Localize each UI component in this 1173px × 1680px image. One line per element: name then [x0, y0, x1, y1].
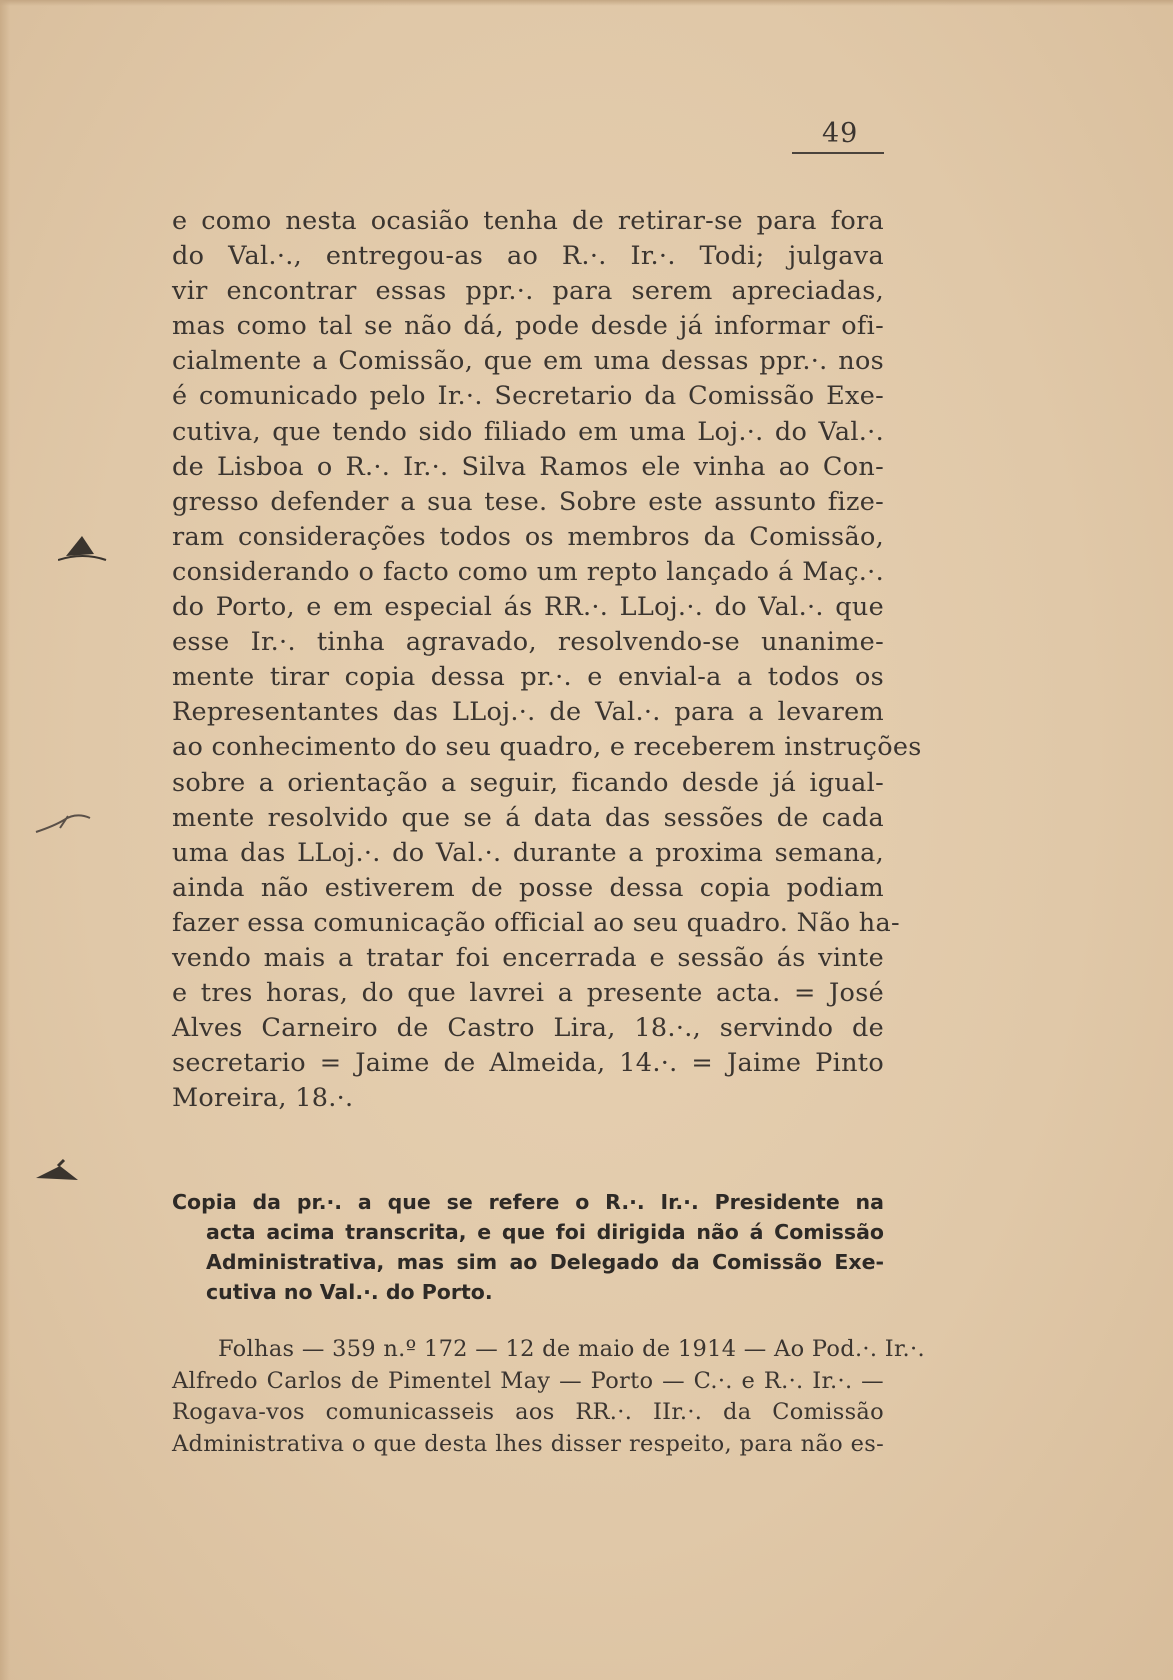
- page-top-shadow: [0, 0, 1173, 6]
- body-line: ao conhecimento do seu quadro, e receberem instruções: [172, 732, 922, 763]
- body-line: ainda não estiverem de posse dessa copia podiam: [172, 872, 884, 903]
- body-line: ram considerações todos os membros da Comissão,: [172, 521, 884, 552]
- body-line: e como nesta ocasião tenha de retirar-se para fora: [172, 206, 884, 236]
- heading-line: cutiva no Val.·. do Porto.: [206, 1280, 493, 1304]
- body-line: e tres horas, do que lavrei a presente acta. = José: [172, 978, 884, 1009]
- body-line: cialmente a Comissão, que em uma dessas ppr.·. nos: [172, 346, 884, 377]
- body-line: considerando o facto como um repto lançado á Maç.·.: [172, 556, 884, 587]
- body-line: Alves Carneiro de Castro Lira, 18.·., servindo de: [172, 1013, 884, 1044]
- letter-paragraph: [172, 1334, 925, 1460]
- body-line: vir encontrar essas ppr.·. para serem apreciadas,: [172, 276, 884, 307]
- body-line: é comunicado pelo Ir.·. Secretario da Comissão Exe-: [172, 381, 884, 412]
- body-line: do Val.·., entregou-as ao R.·. Ir.·. Todi; julgava: [172, 241, 884, 272]
- heading-line: Administrativa, mas sim ao Delegado da Comissão Exe-: [206, 1250, 884, 1274]
- body-line: cutiva, que tendo sido filiado em uma Loj.·. do Val.·.: [172, 416, 884, 447]
- body-line: mas como tal se não dá, pode desde já informar ofi-: [172, 311, 884, 342]
- body-line: secretario = Jaime de Almeida, 14.·. = Jaime Pinto: [172, 1048, 884, 1079]
- stain-mark-icon: [34, 808, 94, 838]
- body-line: esse Ir.·. tinha agravado, resolvendo-se unanime-: [172, 627, 884, 658]
- heading-line: acta acima transcrita, e que foi dirigida não á Comissão: [206, 1220, 884, 1244]
- body-line: de Lisboa o R.·. Ir.·. Silva Ramos ele vinha ao Con-: [172, 451, 884, 482]
- body-line: Moreira, 18.·.: [172, 1083, 354, 1114]
- page-edge-shadow: [0, 0, 10, 1680]
- body-line: gresso defender a sua tese. Sobre este assunto fize-: [172, 486, 884, 517]
- body-line: vendo mais a tratar foi encerrada e sessão ás vinte: [172, 942, 884, 973]
- letter-line: Rogava-vos comunicasseis aos RR.·. IIr.·. da Comissão: [172, 1399, 884, 1425]
- letter-line: Folhas — 359 n.º 172 — 12 de maio de 1914 — Ao Pod.·. Ir.·.: [218, 1336, 925, 1362]
- body-line: mente resolvido que se á data das sessões de cada: [172, 802, 884, 833]
- letter-line: Administrativa o que desta lhes disser respeito, para não es-: [172, 1430, 884, 1457]
- body-line: Representantes das LLoj.·. de Val.·. para a levarem: [172, 697, 884, 728]
- section-heading: [172, 1187, 884, 1307]
- binding-hole-mark-icon: [58, 530, 108, 564]
- binding-hole-mark-icon: [34, 1158, 90, 1186]
- heading-line: Copia da pr.·. a que se refere o R.·. Ir.·. Presidente na: [172, 1190, 884, 1214]
- body-line: sobre a orientação a seguir, ficando desde já igual-: [172, 767, 884, 798]
- page-number-rule: [792, 152, 884, 154]
- body-line: uma das LLoj.·. do Val.·. durante a proxima semana,: [172, 837, 884, 868]
- body-line: fazer essa comunicação official ao seu quadro. Não ha-: [172, 907, 900, 938]
- body-line: mente tirar copia dessa pr.·. e envial-a a todos os: [172, 662, 884, 693]
- page-number: 49: [822, 118, 859, 149]
- letter-line: Alfredo Carlos de Pimentel May — Porto — C.·. e R.·. Ir.·. —: [172, 1367, 884, 1394]
- body-line: do Porto, e em especial ás RR.·. LLoj.·. do Val.·. que: [172, 592, 884, 623]
- body-paragraph: [172, 204, 922, 1116]
